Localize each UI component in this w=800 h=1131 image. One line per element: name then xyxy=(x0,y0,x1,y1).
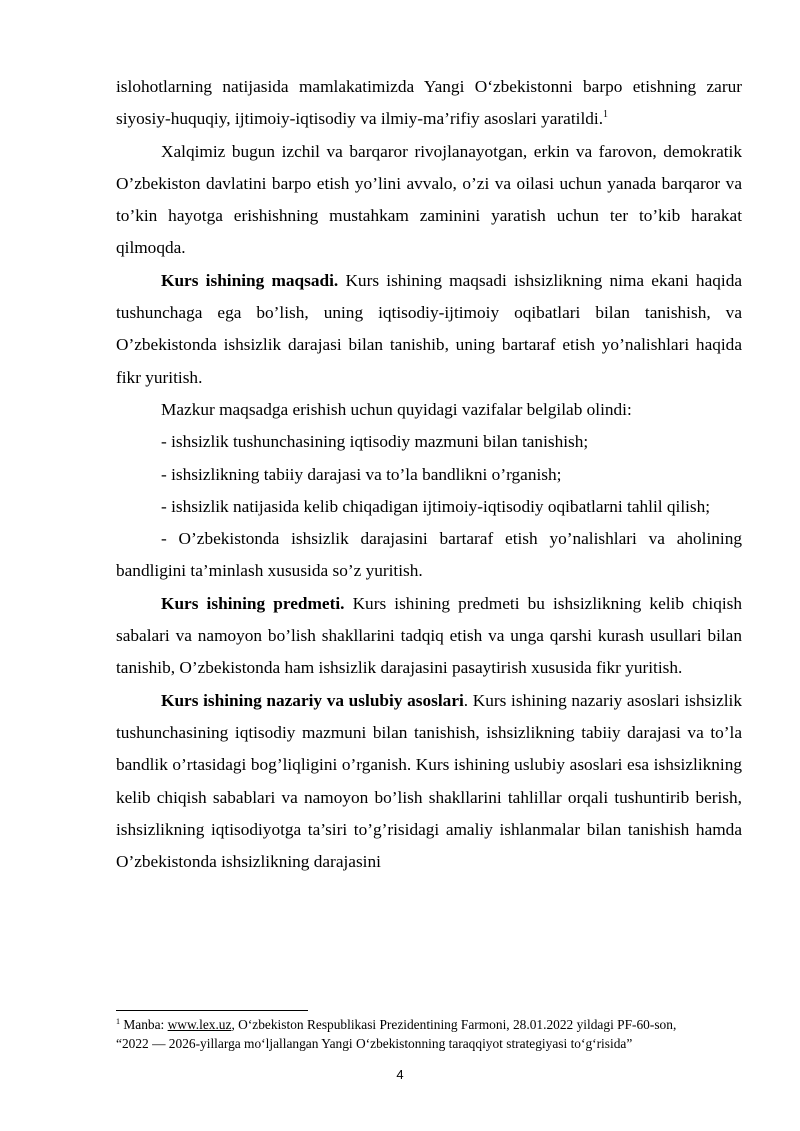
task-text: - ishsizlikning tabiiy darajasi va to’la bandlikni o’rganish; xyxy=(161,464,562,484)
paragraph-text: islohotlarning natijasida mamlakatimizda Yangi O‘zbekistonni barpo etishning zarur siyosiy-huquqiy, ijtimoiy-iqtisodiy va ilmiy-ma’rifiy asoslari yaratildi. xyxy=(116,77,742,129)
task-item xyxy=(116,459,742,491)
footnote xyxy=(116,1015,756,1053)
paragraph-text: Xalqimiz bugun izchil va barqaror rivojlanayotgan, erkin va farovon, demokratik O’zbekiston davlatini barpo etish yo’lini avvalo, o’zi va oilasi uchun yanada barqaror va to’kin hayotga erishishning mustahkam zaminini yaratish uchun ter to’kib harakat qilmoqda. xyxy=(116,141,742,258)
task-item xyxy=(116,491,742,523)
task-text: - ishsizlik tushunchasining iqtisodiy mazmuni bilan tanishish; xyxy=(161,432,589,452)
footnote-divider xyxy=(116,1010,308,1011)
footnote-line-2: “2022 — 2026-yillarga mo‘ljallangan Yangi O‘zbekistonning taraqqiyot strategiyasi to‘g‘risida” xyxy=(116,1036,633,1051)
paragraph-subject xyxy=(116,588,742,685)
section-heading-methodology: Kurs ishining nazariy va uslubiy asoslari xyxy=(161,690,464,710)
paragraph-text: . Kurs ishining nazariy asoslari ishsizlik tushunchasining iqtisodiy mazmuni bilan tanishish, ishsizlikning tabiiy darajasi va to’la bandlik o’rtasidagi bog’liqligini o’rganish. Kurs ishining uslubiy asoslari esa ishsizlikning kelib chiqish sabablari va namoyon bo’lish shakllarini tahlillar orqali tushuntirib berish, ishsizlikning iqtisodiyotga ta’siri to’g’risidagi amaliy ishlanmalar bilan tanishish hamda O’zbekistonda ishsizlikning darajasini xyxy=(116,690,742,872)
footnote-line-1 xyxy=(116,1015,756,1034)
footnote-text: , O‘zbekiston Respublikasi Prezidentining Farmoni, 28.01.2022 yildagi PF-60-son, xyxy=(231,1017,677,1032)
footnote-prefix: Manba: xyxy=(120,1017,168,1032)
footnote-link[interactable]: www.lex.uz xyxy=(167,1017,232,1032)
footnote-marker: 1 xyxy=(116,1017,120,1026)
paragraph-text: Kurs ishining maqsadi ishsizlikning nima ekani haqida tushunchaga ega bo’lish, uning iqtisodiy-ijtimoiy oqibatlari bilan tanishish, va O’zbekistonda ishsizlik darajasi bilan tanishib, uning bartaraf etish yo’nalishlari haqida fikr yuritish. xyxy=(116,270,743,387)
paragraph-methodology xyxy=(116,685,742,879)
task-item xyxy=(116,426,742,458)
task-item xyxy=(116,523,742,588)
task-text: - O’zbekistonda ishsizlik darajasini bartaraf etish yo’nalishlari va aholining bandligini ta’minlash xususida so’z yuritish. xyxy=(116,529,742,581)
paragraph-text: Mazkur maqsadga erishish uchun quyidagi vazifalar belgilab olindi: xyxy=(161,399,632,419)
paragraph-tasks-intro xyxy=(116,394,742,426)
section-heading-subject: Kurs ishining predmeti. xyxy=(161,593,345,613)
paragraph-intro-continuation xyxy=(116,71,742,136)
paragraph-goal xyxy=(116,265,742,394)
section-heading-goal: Kurs ishining maqsadi. xyxy=(161,270,339,290)
paragraph-people xyxy=(116,136,742,265)
footnote-reference[interactable]: 1 xyxy=(603,109,609,121)
paragraph-text: Kurs ishining predmeti bu ishsizlikning kelib chiqish sabalari va namoyon bo’lish shakllarini tadqiq etish va unga qarshi kurash usullari bilan tanishib, O’zbekistonda ham ishsizlik darajasini pasaytirish xususida fikr yuritish. xyxy=(116,593,743,678)
page-number: 4 xyxy=(396,1067,404,1082)
main-text xyxy=(116,71,742,878)
task-text: - ishsizlik natijasida kelib chiqadigan ijtimoiy-iqtisodiy oqibatlarni tahlil qilish; xyxy=(161,496,711,516)
